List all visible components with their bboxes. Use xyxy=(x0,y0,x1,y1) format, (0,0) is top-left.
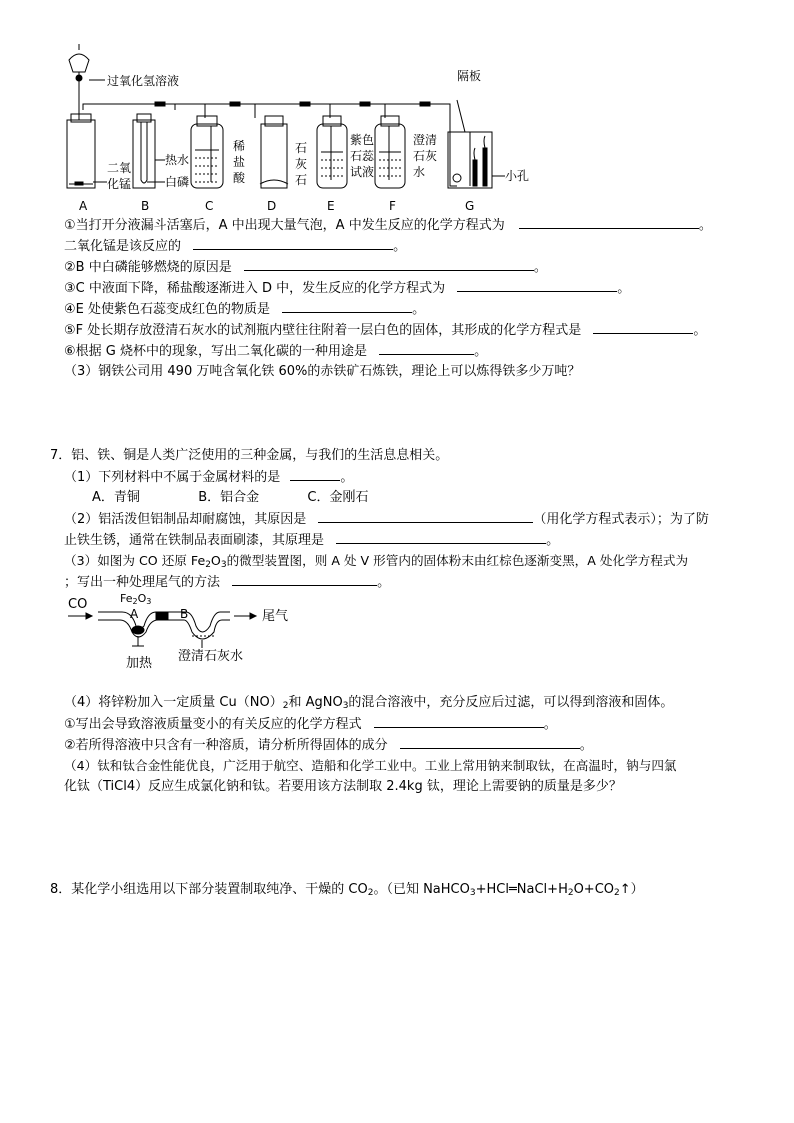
q7-part-2a: （2）铝活泼但铝制品却耐腐蚀，其原因是 （用化学方程式表示）；为了防 xyxy=(64,512,709,527)
answer-blank[interactable] xyxy=(318,510,533,523)
option-b[interactable]: B．铝合金 xyxy=(198,490,260,505)
limewater-label: 澄清石灰水 xyxy=(178,649,244,664)
q7-part-5a: （4）钛和钛合金性能优良，广泛用于航空、造船和化学工业中。工业上常用钠来制取钛，在高温时，钠与四氯 xyxy=(64,758,677,773)
q6-line-1: ①当打开分液漏斗活塞后，A 中出现大量气泡，A 中发生反应的化学方程式为 。 xyxy=(64,218,712,233)
letter-g: G xyxy=(465,199,475,213)
label-hcl-3: 酸 xyxy=(233,171,246,185)
option-c[interactable]: C．金刚石 xyxy=(307,490,369,505)
letter-c: C xyxy=(205,199,214,213)
answer-blank[interactable] xyxy=(593,321,693,334)
label-litmus-1: 紫色 xyxy=(350,133,375,147)
q6-line-8: （3）钢铁公司用 490 万吨含氧化铁 60%的赤铁矿石炼铁，理论上可以炼得铁多少万吨？ xyxy=(64,364,581,379)
label-litmus-2: 石蕊 xyxy=(350,149,375,163)
label-mno2-2: 化锰 xyxy=(107,177,132,191)
q7-part-4c: ②若所得溶液中只含有一种溶质，请分析所得固体的成分 。 xyxy=(64,738,593,753)
answer-blank[interactable] xyxy=(519,216,699,229)
answer-blank[interactable] xyxy=(290,468,340,481)
answer-blank[interactable] xyxy=(457,279,617,292)
q8-title: 8．某化学小组选用以下部分装置制取纯净、干燥的 $CO_2$。（已知 $NaHCO_3+HCl═NaCl+H_2O+CO_2↑$） xyxy=(50,882,644,898)
tail-gas-label: 尾气 xyxy=(262,609,289,624)
label-b: B xyxy=(180,607,189,621)
q7-part-5b: 化钛（TiCl4）反应生成氯化钠和钛。若要用该方法制取 2.4kg 钛，理论上需要钠的质量是多少？ xyxy=(64,779,622,794)
answer-blank[interactable] xyxy=(282,300,412,313)
q7-title: 7．铝、铁、铜是人类广泛使用的三种金属，与我们的生活息息相关。 xyxy=(50,448,449,463)
letter-e: E xyxy=(327,199,335,213)
label-lime-2: 灰 xyxy=(295,157,308,171)
answer-blank[interactable] xyxy=(336,531,546,544)
q7-part-3a: （3）如图为 CO 还原 $Fe_2O_3$的微型装置图，则 A 处 V 形管内的固体粉末由红棕色逐渐变黑，A 处化学方程式为 xyxy=(64,553,689,570)
label-hcl-1: 稀 xyxy=(233,139,246,153)
heat-label: 加热 xyxy=(126,656,153,670)
q6-line-7: ⑥根据 G 烧杯中的现象，写出二氧化碳的一种用途是 。 xyxy=(64,344,488,359)
q6-line-4: ③C 中液面下降，稀盐酸逐渐进入 D 中，发生反应的化学方程式为 。 xyxy=(64,281,631,296)
q6-line-3: ②B 中白磷能够燃烧的原因是 。 xyxy=(64,260,547,275)
label-funnel: 过氧化氢溶液 xyxy=(107,74,180,88)
q7-options xyxy=(92,489,368,507)
q7-part-4b: ①写出会导致溶液质量变小的有关反应的化学方程式 。 xyxy=(64,717,557,732)
q7-part-3b: ；写出一种处理尾气的方法 。 xyxy=(64,575,391,590)
label-limewater-3: 水 xyxy=(413,165,426,179)
co-reduction-diagram xyxy=(64,590,324,670)
q6-line-6: ⑤F 处长期存放澄清石灰水的试剂瓶内壁往往附着一层白色的固体，其形成的化学方程式是 。 xyxy=(64,323,707,338)
q6-line-5: ④E 处使紫色石蕊变成红色的物质是 。 xyxy=(64,302,426,317)
answer-blank[interactable] xyxy=(244,258,534,271)
label-hot-water: 热水 xyxy=(165,153,190,167)
answer-blank[interactable] xyxy=(374,715,544,728)
answer-blank[interactable] xyxy=(232,573,377,586)
q7-part-4a: （4）将锌粉加入一定质量 $Cu(NO)_2$和 AgNO$_3$的混合溶液中，充分反应后过滤，可以得到溶液和固体。 xyxy=(64,695,674,711)
apparatus-diagram xyxy=(55,40,555,215)
answer-blank[interactable] xyxy=(400,736,580,749)
label-limewater-2: 石灰 xyxy=(413,149,438,163)
label-lime-1: 石 xyxy=(295,141,308,155)
co-label: CO xyxy=(68,597,88,612)
label-a: A xyxy=(130,607,139,621)
letter-b: B xyxy=(141,199,150,213)
label-limewater-1: 澄清 xyxy=(413,133,438,147)
letter-d: D xyxy=(267,199,277,213)
fe2o3-label: Fe2O3 xyxy=(120,592,152,606)
label-lime-3: 石 xyxy=(295,173,308,187)
q7-part-2b: 止铁生锈，通常在铁制品表面刷漆，其原理是 。 xyxy=(64,533,560,548)
letter-a: A xyxy=(79,199,88,213)
label-partition: 隔板 xyxy=(457,69,482,83)
letter-f: F xyxy=(389,199,396,213)
q6-line-2: 二氧化锰是该反应的 。 xyxy=(64,239,407,254)
label-hole: 小孔 xyxy=(505,169,530,183)
label-mno2-1: 二氧 xyxy=(107,161,132,175)
answer-blank[interactable] xyxy=(193,237,393,250)
option-a[interactable]: A．青铜 xyxy=(92,490,140,505)
answer-blank[interactable] xyxy=(379,342,474,355)
label-hcl-2: 盐 xyxy=(233,155,246,169)
q7-part-1: （1）下列材料中不属于金属材料的是 。 xyxy=(64,470,354,485)
label-litmus-3: 试液 xyxy=(350,165,375,179)
label-white-phosphorus: 白磷 xyxy=(165,175,190,189)
